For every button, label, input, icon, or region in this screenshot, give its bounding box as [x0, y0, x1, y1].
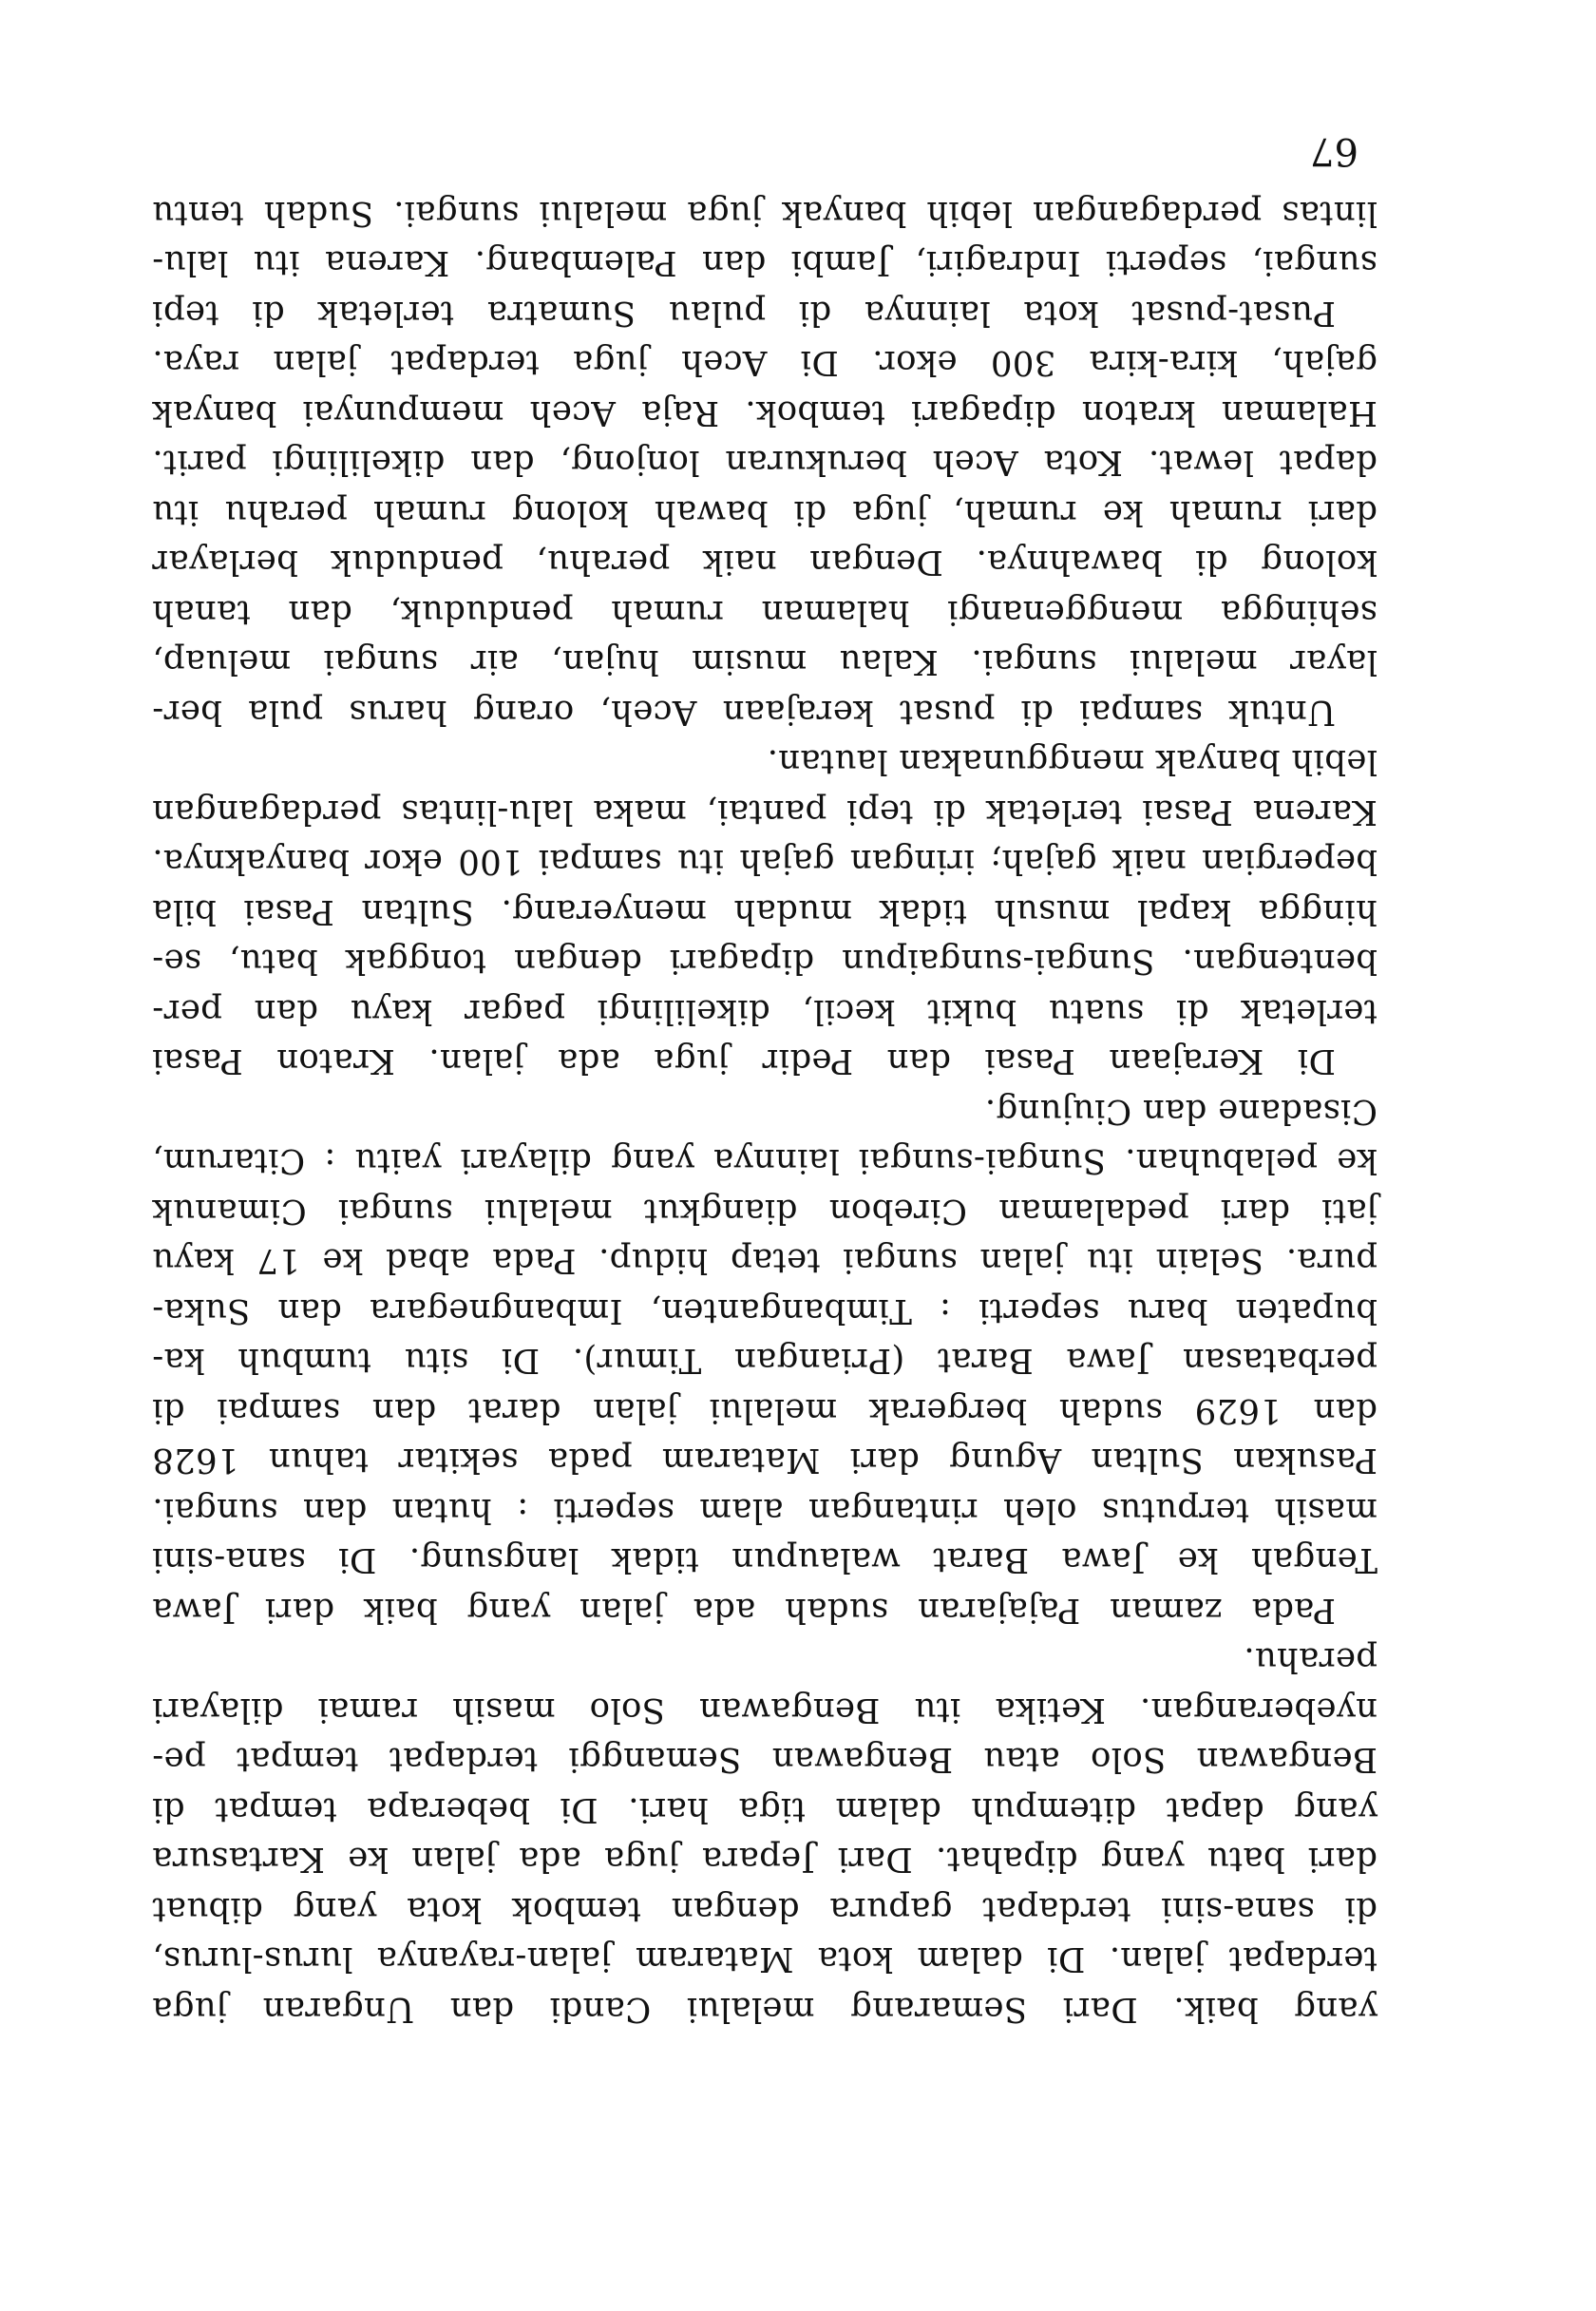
text-line: Pasukan Sultan Agung dari Mataram pada sekitar tahun 1628: [152, 1441, 1378, 1480]
text-line: bentengan. Sungai-sungaipun dipagari dengan tonggak batu, se-: [152, 942, 1378, 982]
text-line: Tengah ke Jawa Barat walaupun tidak langsung. Di sana-sini: [152, 1540, 1378, 1580]
text-line: Cisadane dan Ciujung.: [984, 1092, 1378, 1131]
text-line: lebih banyak menggunakan lautan.: [767, 742, 1378, 782]
text-line: Bengawan Solo atau Bengawan Semanggi terdapat tempat pe-: [152, 1740, 1378, 1780]
text-line: Halaman kraton dipagari tembok. Raja Aceh mempunyai banyak: [152, 393, 1378, 432]
text-line: sehingga menggenangi halaman rumah penduduk, dan tanah: [152, 593, 1378, 632]
text-line: layar melalui sungai. Kalau musim hujan, air sungai meluap,: [152, 642, 1378, 682]
text-line: nyeberangan. Ketika itu Bengawan Solo masih ramai dilayari: [152, 1690, 1378, 1729]
text-line: masih terputus oleh rintangan alam seperti : hutan dan sungai.: [152, 1491, 1378, 1530]
text-line: yang dapat ditempuh dalam tiga hari. Di beberapa tempat di: [152, 1790, 1378, 1829]
text-line: dari rumah ke rumah, juga di bawah kolong rumah perahu itu: [152, 493, 1378, 532]
text-line: Di Kerajaan Pasai dan Pedir juga ada jalan. Kraton Pasai: [152, 1041, 1336, 1081]
text-line: bupaten baru seperti : Timbanganten, Imbangnegara dan Suka-: [152, 1291, 1378, 1330]
page-number: 67: [1310, 129, 1358, 173]
text-line: pura. Selain itu jalan sungai tetap hidup. Pada abad ke 17 kayu: [152, 1241, 1378, 1281]
text-line: lintas perdagangan lebih banyak juga melalui sungai. Sudah tentu: [152, 194, 1378, 233]
text-line: perbatasan Jawa Barat (Priangan Timur). Di situ tumbuh ka-: [152, 1341, 1378, 1381]
text-line: Pada zaman Pajajaran sudah ada jalan yang baik dari Jawa: [152, 1591, 1336, 1630]
text-line: bepergian naik gajah; iringan gajah itu sampai 100 ekor banyaknya.: [152, 842, 1378, 882]
text-line: Untuk sampai di pusat kerajaan Aceh, orang harus pula ber-: [152, 693, 1336, 732]
text-line: perahu.: [1244, 1640, 1378, 1680]
text-line: dan 1629 sudah bergerak melalui jalan darat dan sampai di: [152, 1391, 1378, 1430]
text-line: sungai, seperti Indragiri, Jambi dan Palembang. Karena itu lalu-: [152, 243, 1378, 283]
text-line: dari batu yang dipahat. Dari Jepara juga ada jalan ke Kartasura: [152, 1840, 1378, 1880]
text-line: jati dari pedalaman Cirebon diangkut melalui sungai Cimanuk: [152, 1192, 1378, 1231]
text-line: yang baik. Dari Semarang melalui Candi dan Ungaran juga: [152, 1990, 1378, 2029]
text-line: gajah, kira-kira 300 ekor. Di Aceh juga terdapat jalan raya.: [152, 343, 1378, 383]
text-line: ke pelabuhan. Sungai-sungai lainnya yang dilayari yaitu : Citarum,: [152, 1141, 1378, 1181]
text-line: dapat lewat. Kota Aceh berukuran lonjong, dan dikelilingi parit.: [152, 443, 1378, 483]
text-line: terdapat jalan. Di dalam kota Mataram jalan-rayanya lurus-lurus,: [152, 1939, 1378, 1979]
body-text: [152, 188, 1378, 2034]
text-line: terletak di suatu bukit kecil, dikelilingi pagar kayu dan per-: [152, 992, 1378, 1031]
text-line: kolong di bawahnya. Dengan naik perahu, penduduk berlayar: [152, 543, 1378, 583]
text-line: Pusat-pusat kota lainnya di pulau Sumatra terletak di tepi: [152, 294, 1336, 333]
text-line: di sana-sini terdapat gapura dengan tembok kota yang dibuat: [152, 1890, 1378, 1929]
text-line: hingga kapal musuh tidak mudah menyerang. Sultan Pasai bila: [152, 892, 1378, 931]
text-line: Karena Pasai terletak di tepi pantai, maka lalu-lintas perdagangan: [152, 793, 1378, 831]
